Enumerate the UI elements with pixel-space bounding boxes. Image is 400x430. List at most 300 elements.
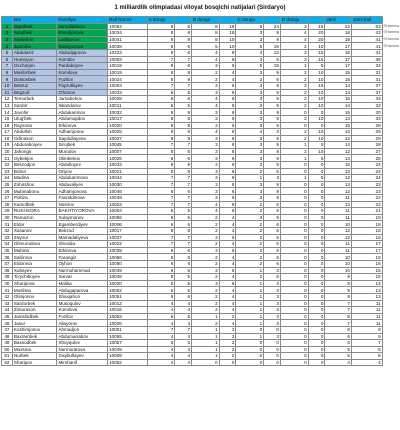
roll-number: 10025 bbox=[108, 129, 148, 136]
score-cell: 7 bbox=[147, 326, 175, 333]
score-cell: 2 bbox=[192, 260, 220, 267]
score-cell: 3 bbox=[264, 267, 281, 274]
side-note bbox=[382, 293, 399, 300]
first-name: Xubayev bbox=[12, 267, 57, 274]
score-cell: 9 bbox=[264, 69, 281, 76]
roll-number: 10057 bbox=[108, 340, 148, 347]
side-note: 0'Hamma bbox=[383, 23, 399, 28]
score-cell: 9 bbox=[264, 89, 281, 96]
score-cell: 11 bbox=[351, 313, 382, 320]
roll-number: 10034 bbox=[108, 30, 148, 37]
row-number: 6 bbox=[2, 56, 13, 63]
column-header: D daraja bbox=[280, 17, 308, 24]
score-cell: 37 bbox=[351, 82, 382, 89]
score-cell: 2 bbox=[236, 221, 264, 228]
roll-number: 10051 bbox=[108, 293, 148, 300]
score-cell: 2 bbox=[192, 69, 220, 76]
roll-number: 10024 bbox=[108, 201, 148, 208]
row-number: 29 bbox=[2, 208, 13, 215]
score-cell: 5 bbox=[147, 102, 175, 109]
score-cell: 0 bbox=[280, 274, 308, 281]
score-cell: 0 bbox=[308, 208, 325, 215]
score-cell: 0 bbox=[280, 241, 308, 248]
score-cell: 4 bbox=[219, 69, 236, 76]
first-name: Begzod bbox=[12, 89, 57, 96]
roll-number: 10012 bbox=[108, 300, 148, 307]
score-cell: 4 bbox=[219, 241, 236, 248]
score-cell: 1 bbox=[192, 346, 220, 353]
score-cell: 0 bbox=[236, 359, 264, 366]
score-cell: 6 bbox=[175, 49, 192, 56]
last-name: Adhamjonov bbox=[57, 129, 108, 136]
score-cell: 18 bbox=[351, 221, 382, 228]
first-name: Nurbek bbox=[12, 353, 57, 360]
score-cell: 13 bbox=[325, 181, 352, 188]
first-name: Muxsina bbox=[12, 346, 57, 353]
table-row bbox=[2, 320, 400, 327]
last-name: Faxriddinova bbox=[57, 195, 108, 202]
row-number: 24 bbox=[2, 175, 13, 182]
row-number: 34 bbox=[2, 241, 13, 248]
table-row bbox=[2, 129, 400, 136]
roll-number: 10004 bbox=[108, 208, 148, 215]
score-cell: 2 bbox=[280, 148, 308, 155]
score-cell: 3 bbox=[192, 280, 220, 287]
score-cell: 8 bbox=[219, 129, 236, 136]
last-name: Abdulloyev bbox=[57, 162, 108, 169]
score-cell: 3 bbox=[192, 142, 220, 149]
score-cell: 2 bbox=[236, 76, 264, 83]
row-number: 43 bbox=[2, 300, 13, 307]
table-row bbox=[2, 307, 400, 314]
roll-number: 10036 bbox=[108, 320, 148, 327]
score-cell: 7 bbox=[147, 195, 175, 202]
last-name: Farangiz bbox=[57, 254, 108, 261]
score-cell: 4 bbox=[175, 353, 192, 360]
score-cell: 0 bbox=[308, 353, 325, 360]
score-cell: 24 bbox=[264, 23, 281, 30]
score-cell: 29 bbox=[351, 135, 382, 142]
score-cell: 2 bbox=[192, 274, 220, 281]
score-cell: 11 bbox=[325, 214, 352, 221]
side-note bbox=[382, 260, 399, 267]
score-cell: 6 bbox=[175, 188, 192, 195]
score-cell: 1 bbox=[236, 320, 264, 327]
score-cell: 4 bbox=[219, 221, 236, 228]
score-cell: 0 bbox=[308, 300, 325, 307]
score-cell: 6 bbox=[219, 247, 236, 254]
score-cell: 0 bbox=[264, 326, 281, 333]
score-cell: 6 bbox=[147, 254, 175, 261]
first-name: Baxrambek bbox=[12, 333, 57, 340]
table-row bbox=[2, 168, 400, 175]
score-cell: 6 bbox=[351, 353, 382, 360]
side-note bbox=[382, 254, 399, 261]
score-cell: 8 bbox=[147, 122, 175, 129]
score-cell: 6 bbox=[264, 76, 281, 83]
score-cell: 4 bbox=[280, 30, 308, 37]
score-cell: 1 bbox=[236, 175, 264, 182]
score-cell: 0 bbox=[308, 326, 325, 333]
last-name: Fayzullayev bbox=[57, 82, 108, 89]
score-cell: 4 bbox=[219, 307, 236, 314]
score-cell: 6 bbox=[147, 260, 175, 267]
table-row bbox=[2, 313, 400, 320]
first-name: RUKHSORA bbox=[12, 208, 57, 215]
score-cell: 0 bbox=[308, 320, 325, 327]
score-cell: 6 bbox=[219, 195, 236, 202]
row-number: 10 bbox=[2, 82, 13, 89]
roll-number: 10009 bbox=[108, 353, 148, 360]
last-name: Ahmadjon bbox=[57, 326, 108, 333]
score-cell: 2 bbox=[280, 102, 308, 109]
score-cell: 2 bbox=[280, 135, 308, 142]
row-number: 33 bbox=[2, 234, 13, 241]
score-cell: 9 bbox=[175, 135, 192, 142]
score-cell: 5 bbox=[147, 340, 175, 347]
table-row bbox=[2, 300, 400, 307]
score-cell: 1 bbox=[236, 313, 264, 320]
side-note bbox=[382, 214, 399, 221]
side-note bbox=[382, 148, 399, 155]
score-cell: 0 bbox=[280, 234, 308, 241]
row-number: 8 bbox=[2, 69, 13, 76]
score-cell: 3 bbox=[264, 320, 281, 327]
score-cell: 9 bbox=[175, 109, 192, 116]
score-cell: 7 bbox=[147, 82, 175, 89]
score-cell: 0 bbox=[280, 247, 308, 254]
last-name: Xudoyorova bbox=[57, 43, 108, 50]
row-number: 17 bbox=[2, 129, 13, 136]
table-row bbox=[2, 241, 400, 248]
score-cell: 41 bbox=[351, 43, 382, 50]
score-cell: 21 bbox=[351, 208, 382, 215]
score-cell: 8 bbox=[147, 228, 175, 235]
table-row bbox=[2, 359, 400, 366]
score-cell: 8 bbox=[175, 69, 192, 76]
score-cell: 7 bbox=[147, 142, 175, 149]
score-cell: 6 bbox=[147, 287, 175, 294]
score-cell: 8 bbox=[219, 56, 236, 63]
score-cell: 1 bbox=[236, 307, 264, 314]
score-cell: 14 bbox=[325, 102, 352, 109]
last-name: Mamadaliyeva bbox=[57, 234, 108, 241]
score-cell: 16 bbox=[219, 30, 236, 37]
score-cell: 11 bbox=[325, 208, 352, 215]
first-name: Ulug'bek bbox=[12, 115, 57, 122]
roll-number: 10019 bbox=[108, 69, 148, 76]
score-cell: 0 bbox=[308, 162, 325, 169]
score-cell: 15 bbox=[325, 76, 352, 83]
score-cell: 9 bbox=[264, 102, 281, 109]
roll-number: 10037 bbox=[108, 234, 148, 241]
roll-number: 10020 bbox=[108, 280, 148, 287]
row-number: 11 bbox=[2, 89, 13, 96]
score-cell: 10 bbox=[219, 43, 236, 50]
column-header: B daraja bbox=[192, 17, 220, 24]
score-cell: 6 bbox=[264, 254, 281, 261]
score-cell: 3 bbox=[192, 122, 220, 129]
score-cell: 12 bbox=[325, 135, 352, 142]
score-cell: 7 bbox=[175, 326, 192, 333]
score-cell: 4 bbox=[219, 254, 236, 261]
score-cell: 4 bbox=[175, 359, 192, 366]
score-cell: 2 bbox=[280, 43, 308, 50]
score-cell: 0 bbox=[280, 287, 308, 294]
roll-number: 10020 bbox=[108, 122, 148, 129]
side-note bbox=[382, 69, 399, 76]
score-cell: 0 bbox=[308, 181, 325, 188]
score-cell: 15 bbox=[308, 23, 325, 30]
score-cell: 3 bbox=[236, 162, 264, 169]
side-note bbox=[382, 346, 399, 353]
score-cell: 0 bbox=[236, 326, 264, 333]
score-cell: 1 bbox=[192, 313, 220, 320]
score-cell: 10 bbox=[325, 260, 352, 267]
score-cell: 0 bbox=[308, 188, 325, 195]
score-cell: 15 bbox=[308, 82, 325, 89]
row-number: 9 bbox=[2, 76, 13, 83]
score-cell: 29 bbox=[351, 129, 382, 136]
score-cell: 11 bbox=[325, 241, 352, 248]
page-title: 1 milliardlik olimpiadasi viloyat bosqichi natijalari (Sirdaryo) bbox=[114, 5, 286, 11]
score-cell: 20 bbox=[308, 36, 325, 43]
score-cell: 22 bbox=[351, 195, 382, 202]
roll-number: 10003 bbox=[108, 82, 148, 89]
score-cell: 6 bbox=[147, 89, 175, 96]
last-name: Sulaymonov bbox=[57, 214, 108, 221]
table-row bbox=[2, 102, 400, 109]
score-cell: 17 bbox=[351, 247, 382, 254]
score-cell: 2 bbox=[280, 89, 308, 96]
score-cell: 6 bbox=[219, 122, 236, 129]
score-cell: 8 bbox=[175, 122, 192, 129]
last-name: Adhamjonova bbox=[57, 188, 108, 195]
first-name: Abdulaziz bbox=[12, 49, 57, 56]
score-cell: 3 bbox=[236, 195, 264, 202]
score-cell: 9 bbox=[264, 82, 281, 89]
roll-number: 10053 bbox=[108, 313, 148, 320]
last-name: Olimbekov bbox=[57, 155, 108, 162]
score-cell: 3 bbox=[192, 82, 220, 89]
score-cell: 9 bbox=[147, 109, 175, 116]
score-cell: 7 bbox=[175, 175, 192, 182]
score-cell: 2 bbox=[192, 76, 220, 83]
row-number: 3 bbox=[2, 36, 13, 43]
score-cell: 5 bbox=[236, 43, 264, 50]
side-note bbox=[382, 287, 399, 294]
side-note bbox=[382, 241, 399, 248]
score-cell: 5 bbox=[308, 63, 325, 70]
score-cell: 3 bbox=[236, 30, 264, 37]
score-cell: 8 bbox=[175, 129, 192, 136]
score-cell: 9 bbox=[264, 36, 281, 43]
last-name: Abdugaparova bbox=[57, 287, 108, 294]
table-row bbox=[2, 49, 400, 56]
table-row bbox=[2, 247, 400, 254]
score-cell: 0 bbox=[308, 340, 325, 347]
score-cell: 9 bbox=[351, 333, 382, 340]
roll-number: 10049 bbox=[108, 346, 148, 353]
table-row bbox=[2, 195, 400, 202]
first-name: Rayxona bbox=[12, 122, 57, 129]
table-row bbox=[2, 267, 400, 274]
score-cell: 6 bbox=[147, 155, 175, 162]
score-cell: 1 bbox=[280, 175, 308, 182]
score-cell: 2 bbox=[219, 353, 236, 360]
score-cell: 8 bbox=[219, 49, 236, 56]
score-cell: 9 bbox=[147, 76, 175, 83]
score-cell: 5 bbox=[192, 43, 220, 50]
score-cell: 14 bbox=[325, 89, 352, 96]
first-name: Ramazon bbox=[12, 214, 57, 221]
score-cell: 2 bbox=[236, 208, 264, 215]
score-cell: 1 bbox=[280, 63, 308, 70]
score-cell: 0 bbox=[219, 359, 236, 366]
row-number: 44 bbox=[2, 307, 13, 314]
score-cell: 2 bbox=[280, 69, 308, 76]
score-cell: 9 bbox=[325, 293, 352, 300]
row-number: 38 bbox=[2, 267, 13, 274]
score-cell: 6 bbox=[175, 293, 192, 300]
last-name: Oripov bbox=[57, 168, 108, 175]
score-cell: 6 bbox=[219, 115, 236, 122]
score-cell: 17 bbox=[325, 63, 352, 70]
score-cell: 27 bbox=[351, 148, 382, 155]
score-cell: 0 bbox=[264, 340, 281, 347]
last-name: Fozilov bbox=[57, 76, 108, 83]
roll-number: 10041 bbox=[108, 36, 148, 43]
column-header: Roll Nomer bbox=[108, 17, 148, 24]
score-cell: 6 bbox=[219, 89, 236, 96]
score-cell: 0 bbox=[308, 274, 325, 281]
table-row bbox=[2, 142, 400, 149]
score-cell: 0 bbox=[308, 260, 325, 267]
roll-number: 10003 bbox=[108, 56, 148, 63]
roll-number: 10048 bbox=[108, 274, 148, 281]
score-cell: 6 bbox=[219, 155, 236, 162]
score-cell: 3 bbox=[236, 148, 264, 155]
column-header-spacer bbox=[382, 17, 399, 24]
roll-number: 10056 bbox=[108, 214, 148, 221]
score-cell: 6 bbox=[175, 155, 192, 162]
score-cell: 31 bbox=[351, 69, 382, 76]
score-cell: 15 bbox=[325, 162, 352, 169]
score-cell: 10 bbox=[308, 69, 325, 76]
side-note bbox=[382, 175, 399, 182]
table-row bbox=[2, 96, 400, 103]
score-cell: 11 bbox=[351, 300, 382, 307]
row-number: 21 bbox=[2, 155, 13, 162]
score-cell: 7 bbox=[147, 241, 175, 248]
side-note bbox=[382, 142, 399, 149]
side-note bbox=[382, 102, 399, 109]
score-cell: 31 bbox=[351, 76, 382, 83]
score-cell: 3 bbox=[192, 63, 220, 70]
row-number: 31 bbox=[2, 221, 13, 228]
score-cell: 5 bbox=[147, 280, 175, 287]
score-cell: 1 bbox=[236, 287, 264, 294]
score-cell: 12 bbox=[325, 188, 352, 195]
score-cell: 13 bbox=[325, 168, 352, 175]
score-cell: 15 bbox=[351, 274, 382, 281]
score-cell: 9 bbox=[264, 109, 281, 116]
score-cell: 29 bbox=[351, 122, 382, 129]
score-cell: 14 bbox=[351, 280, 382, 287]
score-cell: 8 bbox=[325, 313, 352, 320]
score-cell: 6 bbox=[147, 188, 175, 195]
score-cell: 24 bbox=[351, 168, 382, 175]
score-cell: 4 bbox=[147, 320, 175, 327]
score-cell: 3 bbox=[192, 148, 220, 155]
last-name: Komilov bbox=[57, 56, 108, 63]
side-note bbox=[382, 122, 399, 129]
score-cell: 2 bbox=[236, 228, 264, 235]
score-cell: 7 bbox=[175, 82, 192, 89]
first-name: Temurbek bbox=[12, 96, 57, 103]
score-cell: 4 bbox=[219, 260, 236, 267]
score-cell: 8 bbox=[175, 228, 192, 235]
score-cell: 16 bbox=[351, 254, 382, 261]
score-cell: 3 bbox=[192, 175, 220, 182]
side-note bbox=[382, 340, 399, 347]
score-cell: 10 bbox=[308, 76, 325, 83]
score-cell: 2 bbox=[236, 247, 264, 254]
score-cell: 22 bbox=[325, 23, 352, 30]
score-cell: 10 bbox=[308, 135, 325, 142]
side-note bbox=[382, 188, 399, 195]
score-cell: 2 bbox=[192, 241, 220, 248]
first-name: Eldorova bbox=[12, 260, 57, 267]
score-cell: 9 bbox=[147, 162, 175, 169]
score-cell: 7 bbox=[175, 56, 192, 63]
score-cell: 10 bbox=[308, 129, 325, 136]
score-cell: 0 bbox=[308, 267, 325, 274]
roll-number: 10017 bbox=[108, 228, 148, 235]
last-name: Abdudjajonov bbox=[57, 49, 108, 56]
last-name: Latibjonov bbox=[57, 36, 108, 43]
column-header bbox=[219, 17, 236, 24]
score-cell: 4 bbox=[219, 293, 236, 300]
first-name: Javohir bbox=[12, 109, 57, 116]
score-cell: 4 bbox=[192, 208, 220, 215]
score-cell: 6 bbox=[147, 96, 175, 103]
score-cell: 4 bbox=[147, 346, 175, 353]
score-cell: 8 bbox=[147, 129, 175, 136]
score-cell: 4 bbox=[147, 300, 175, 307]
score-cell: 3 bbox=[192, 267, 220, 274]
first-name: Abdulloh bbox=[12, 129, 57, 136]
score-cell: 9 bbox=[325, 280, 352, 287]
score-cell: 3 bbox=[236, 115, 264, 122]
score-cell: 7 bbox=[325, 300, 352, 307]
score-cell: 3 bbox=[192, 155, 220, 162]
score-cell: 0 bbox=[280, 326, 308, 333]
score-cell: 9 bbox=[264, 30, 281, 37]
score-cell: 2 bbox=[192, 300, 220, 307]
score-cell: 8 bbox=[147, 115, 175, 122]
score-cell: 5 bbox=[147, 208, 175, 215]
score-cell: 8 bbox=[175, 23, 192, 30]
side-note bbox=[382, 234, 399, 241]
score-cell: 0 bbox=[308, 234, 325, 241]
score-cell: 1 bbox=[236, 267, 264, 274]
score-cell: 6 bbox=[175, 267, 192, 274]
column-header bbox=[2, 17, 13, 24]
row-number: 27 bbox=[2, 195, 13, 202]
table-body bbox=[2, 23, 400, 366]
score-cell: 6 bbox=[175, 287, 192, 294]
